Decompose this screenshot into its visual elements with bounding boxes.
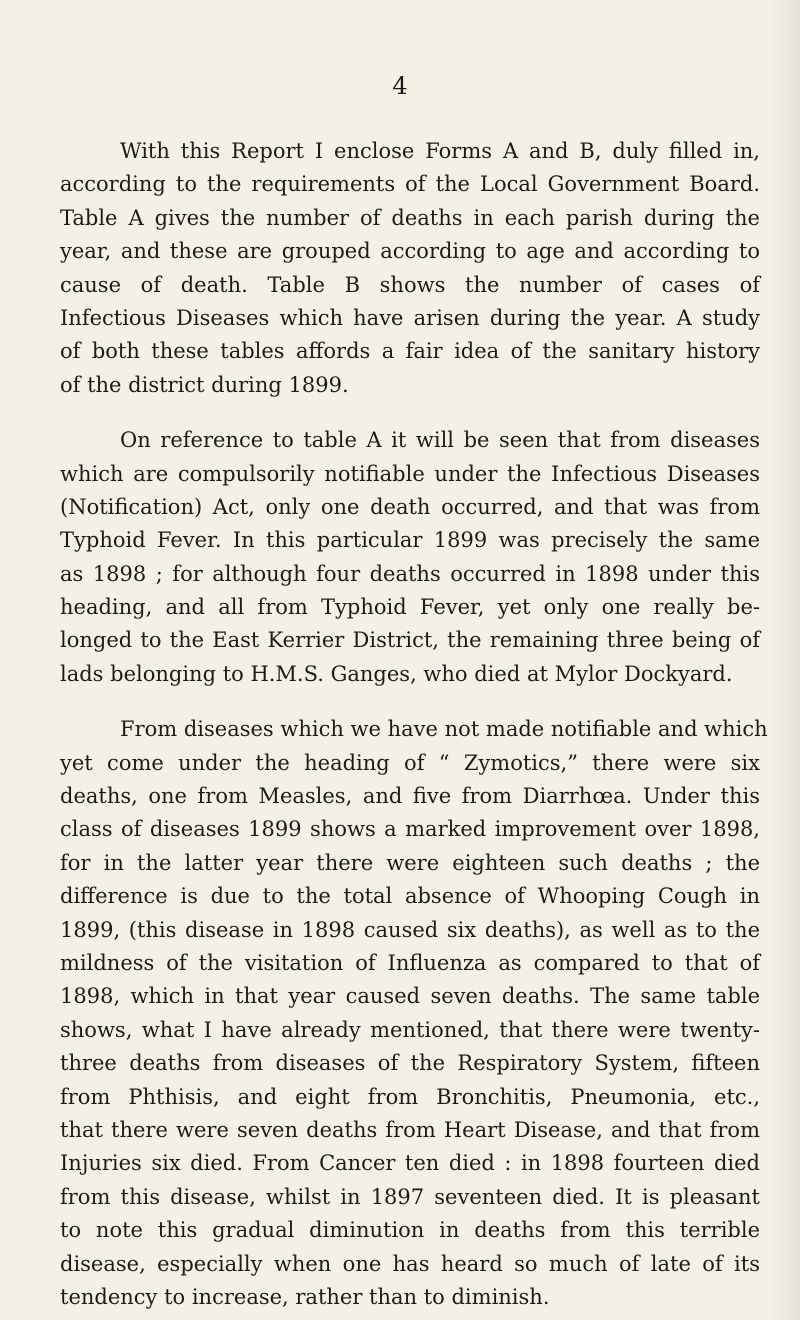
text-line: From diseases which we have not made notifiable and which — [120, 717, 768, 742]
text-line: With this Report I enclose Forms A and B, duly filled in, — [120, 139, 760, 163]
page-number: 4 — [392, 72, 408, 100]
text-line: to note this gradual diminution in deaths from this terrible — [60, 1218, 760, 1243]
text-line: for in the latter year there were eighteen such deaths ; the — [60, 850, 760, 875]
text-line: of the district during 1899. — [60, 372, 349, 397]
text-line: according to the requirements of the Local Government Board. — [60, 172, 760, 197]
text-line: mildness of the visitation of Influenza as compared to that of — [60, 950, 760, 975]
text-line: three deaths from diseases of the Respiratory System, fifteen — [60, 1051, 760, 1076]
text-line: class of diseases 1899 shows a marked improvement over 1898, — [60, 817, 760, 842]
text-line: heading, and all from Typhoid Fever, yet only one really be- — [60, 595, 760, 620]
text-line: difference is due to the total absence of Whooping Cough in — [60, 884, 760, 909]
text-line: tendency to increase, rather than to diminish. — [60, 1284, 550, 1309]
text-line: of both these tables affords a fair idea of the sanitary history — [60, 339, 760, 364]
paragraph-2 — [60, 424, 760, 691]
text-line: cause of death. Table B shows the number of cases of — [60, 272, 760, 297]
text-line: (Notification) Act, only one death occurred, and that was from — [60, 494, 760, 519]
text-line: longed to the East Kerrier District, the remaining three being of — [60, 628, 760, 653]
text-line: year, and these are grouped according to age and according to — [60, 239, 760, 264]
text-line: deaths, one from Measles, and five from Diarrhœa. Under this — [60, 784, 760, 809]
text-line: Table A gives the number of deaths in each parish during the — [60, 205, 760, 230]
text-line: Injuries six died. From Cancer ten died : in 1898 fourteen died — [60, 1151, 760, 1176]
body-text — [60, 135, 768, 1314]
paragraph-3 — [60, 713, 768, 1314]
paragraph-1 — [60, 135, 760, 402]
text-line: shows, what I have already mentioned, that there were twenty- — [60, 1017, 760, 1042]
text-line: from Phthisis, and eight from Bronchitis, Pneumonia, etc., — [60, 1084, 760, 1109]
text-line: Infectious Diseases which have arisen during the year. A study — [60, 305, 760, 330]
text-line: disease, especially when one has heard so much of late of its — [60, 1251, 760, 1276]
text-line: from this disease, whilst in 1897 seventeen died. It is pleasant — [60, 1184, 760, 1209]
text-line: as 1898 ; for although four deaths occurred in 1898 under this — [60, 561, 760, 586]
text-line: yet come under the heading of “ Zymotics,” there were six — [60, 750, 760, 775]
text-line: Typhoid Fever. In this particular 1899 was precisely the same — [60, 528, 760, 553]
text-line: that there were seven deaths from Heart Disease, and that from — [60, 1117, 760, 1142]
text-line: 1899, (this disease in 1898 caused six deaths), as well as to the — [60, 917, 760, 942]
text-line: 1898, which in that year caused seven deaths. The same table — [60, 984, 760, 1009]
text-line: On reference to table A it will be seen that from diseases — [120, 428, 760, 453]
text-line: which are compulsorily notifiable under the Infectious Diseases — [60, 461, 760, 486]
text-line: lads belonging to H.M.S. Ganges, who died at Mylor Dockyard. — [60, 661, 733, 686]
